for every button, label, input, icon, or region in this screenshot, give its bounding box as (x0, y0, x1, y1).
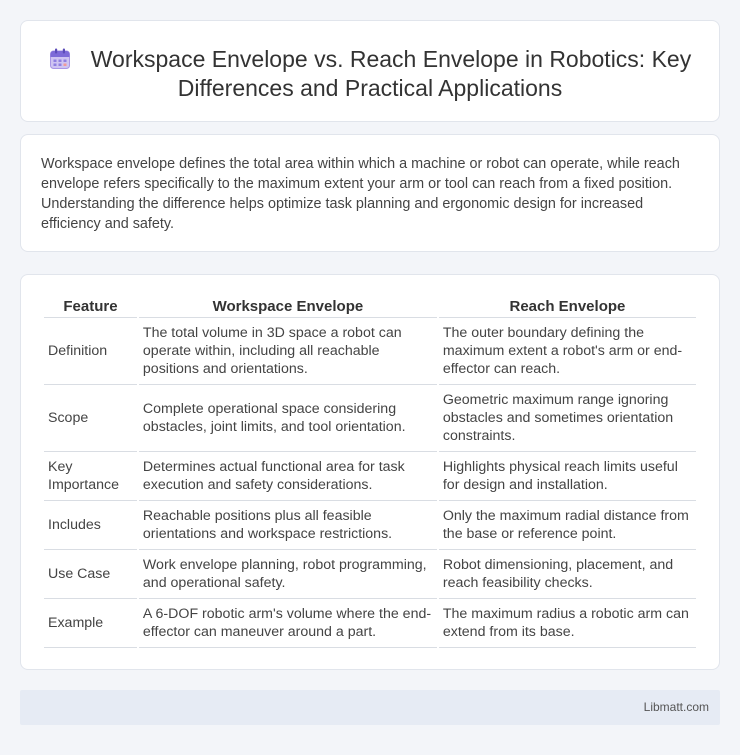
header-workspace: Workspace Envelope (139, 296, 437, 318)
footer-brand-link[interactable]: Libmatt.com (643, 700, 709, 714)
page-title (21, 45, 719, 103)
feature-cell: Definition (44, 318, 137, 385)
comparison-card (20, 274, 720, 670)
table-row (44, 318, 696, 385)
table-row (44, 599, 696, 648)
reach-cell: The maximum radius a robotic arm can extend from its base. (439, 599, 696, 648)
feature-cell: Includes (44, 501, 137, 550)
reach-cell: Only the maximum radial distance from the base or reference point. (439, 501, 696, 550)
feature-cell: Scope (44, 385, 137, 452)
calendar-icon (49, 48, 71, 70)
reach-cell: Geometric maximum range ignoring obstacles and sometimes orientation constraints. (439, 385, 696, 452)
workspace-cell: Determines actual functional area for task execution and safety considerations. (139, 452, 437, 501)
header-reach: Reach Envelope (439, 296, 696, 318)
table-row (44, 550, 696, 599)
title-card (20, 20, 720, 122)
workspace-cell: Work envelope planning, robot programming, and operational safety. (139, 550, 437, 599)
reach-cell: Highlights physical reach limits useful for design and installation. (439, 452, 696, 501)
feature-cell: Key Importance (44, 452, 137, 501)
footer-bar (20, 690, 720, 725)
comparison-table (42, 296, 698, 648)
feature-cell: Example (44, 599, 137, 648)
page-title-text: Workspace Envelope vs. Reach Envelope in Robotics: Key Differences and Practical Applications (90, 46, 692, 101)
workspace-cell: Complete operational space considering obstacles, joint limits, and tool orientation. (139, 385, 437, 452)
table-header-row (44, 296, 696, 318)
table-row (44, 452, 696, 501)
header-feature: Feature (44, 296, 137, 318)
reach-cell: The outer boundary defining the maximum extent a robot's arm or end-effector can reach. (439, 318, 696, 385)
workspace-cell: The total volume in 3D space a robot can operate within, including all reachable positions and orientations. (139, 318, 437, 385)
workspace-cell: Reachable positions plus all feasible orientations and workspace restrictions. (139, 501, 437, 550)
reach-cell: Robot dimensioning, placement, and reach feasibility checks. (439, 550, 696, 599)
intro-card (20, 134, 720, 252)
table-row (44, 385, 696, 452)
feature-cell: Use Case (44, 550, 137, 599)
table-row (44, 501, 696, 550)
workspace-cell: A 6-DOF robotic arm's volume where the end-effector can maneuver around a part. (139, 599, 437, 648)
intro-paragraph: Workspace envelope defines the total area within which a machine or robot can operate, while reach envelope refers specifically to the maximum extent your arm or tool can reach from a fixed position. Understanding the difference helps optimize task planning and ergonomic design for increased efficiency and safety. (41, 156, 680, 232)
